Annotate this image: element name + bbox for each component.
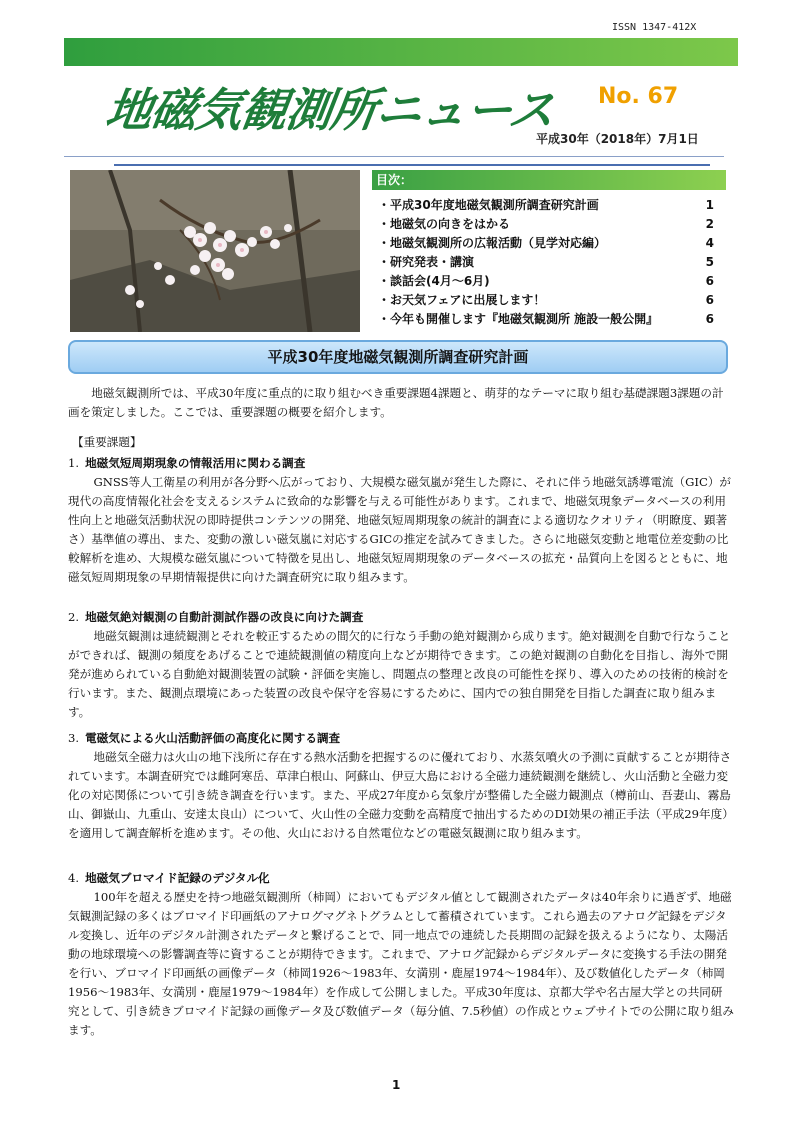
toc-item[interactable] [378,253,718,272]
article-intro: 地磁気観測所では、平成30年度に重点的に取り組むべき重要課題4課題と、萌芽的なテーマに取り組む基礎課題3課題の計画を策定しました。ここでは、重要課題の概要を紹介します。 [68,386,724,419]
topic-body: GNSS等人工衛星の利用が各分野へ広がっており、大規模な磁気嵐が発生した際に、それに伴う地磁気誘導電流（GIC）が現代の高度情報化社会を支えるシステムに致命的な影響を与える可能性があります。これまで、地磁気現象データベースの利用性向上と地磁気活動状況の即時提供コンテンツの開発、地磁気短周期現象の統計的調査による適切なクオリティ（明瞭度、顕著さ）基準値の導出、また、変動の激しい磁気嵐に対応するGICの推定を試みてきました。さらに地磁気変動と地電位差変動の比較解析を進め、大規模な磁気嵐について特徴を見出し、地磁気短周期現象のデータベースの拡充・品質向上を図るとともに、地磁気短周期現象の早期情報提供に向けた調査研究に取り組みます。 [68,475,732,584]
topic-title: 地磁気ブロマイド記録のデジタル化 [85,871,270,885]
toc-item-page: 4 [705,236,714,250]
article-title-banner: 平成30年度地磁気観測所調査研究計画 [68,340,728,374]
header-divider-thin [64,156,724,157]
toc-item-page: 6 [705,312,714,326]
topic-title: 地磁気絶対観測の自動計測試作器の改良に向けた調査 [85,610,364,624]
toc-item[interactable] [378,291,718,310]
toc-item[interactable] [378,215,718,234]
toc-item-label: ・研究発表・講演 [378,255,475,269]
toc-item-page: 1 [705,198,714,212]
topic-title: 地磁気短周期現象の情報活用に関わる調査 [85,456,306,470]
toc-item-page: 5 [705,255,714,269]
topic-number: 2. [68,610,80,624]
topic-1 [68,454,734,587]
toc-item-label: ・談話会(4月～6月) [378,274,490,288]
newsletter-title: 地磁気観測所ニュース [102,83,558,137]
toc-item-label: ・今年も開催します『地磁気観測所 施設一般公開』 [378,312,659,326]
toc-item-page: 2 [705,217,714,231]
section-label: 【重要課題】 [72,435,142,449]
topic-number: 4. [68,871,80,885]
topic-heading [68,869,734,888]
toc-item[interactable] [378,272,718,291]
topic-2 [68,608,734,722]
toc-item-label: ・地磁気観測所の広報活動（見学対応編） [378,236,607,250]
toc-item-label: ・地磁気の向きをはかる [378,217,511,231]
toc-item-page: 6 [705,293,714,307]
table-of-contents [378,196,718,329]
toc-item-page: 6 [705,274,714,288]
toc-item-label: ・お天気フェアに出展します！ [378,293,546,307]
topic-number: 1. [68,456,80,470]
cherry-blossom-illustration [70,170,360,332]
toc-item[interactable] [378,234,718,253]
toc-heading: 目次： [372,170,726,190]
header-divider-thick [114,164,710,166]
topic-3 [68,729,734,843]
topic-number: 3. [68,731,80,745]
issue-date: 平成30年（2018年）7月1日 [536,132,699,146]
header-green-bar [64,38,738,66]
topic-heading [68,608,734,627]
topic-4 [68,869,734,1040]
toc-item-label: ・平成30年度地磁気観測所調査研究計画 [378,198,599,212]
issue-number: No. 67 [598,84,679,109]
topic-body: 地磁気全磁力は火山の地下浅所に存在する熱水活動を把握するのに優れており、水蒸気噴火の予測に貢献することが期待されています。本調査研究では雌阿寒岳、草津白根山、阿蘇山、伊豆大島における全磁力連続観測を継続し、火山活動と全磁力変化の対応関係について引き続き調査を行います。また、平成27年度から気象庁が整備した全磁力観測点（樽前山、吾妻山、霧島山、御嶽山、九重山、安達太良山）について、火山性の全磁力変動を高精度で抽出するためのDI効果の補正手法（平成29年度）を適用して調査解析を進めます。その他、火山における自然電位などの電磁気観測に取り組みます。 [68,750,734,840]
toc-item[interactable] [378,310,718,329]
topic-body: 100年を超える歴史を持つ地磁気観測所（柿岡）においてもデジタル値として観測されたデータは40年余りに過ぎず、地磁気観測記録の多くはブロマイド印画紙のアナログマグネトグラムとして蓄積されています。これら過去のアナログ記録をデジタル変換し、近年のデジタル計測されたデータと繋げることで、同一地点での連続した長期間の記録を扱えるようになり、太陽活動の地球環境への影響調査等に資することが期待できます。これまで、アナログ記録からデジタルデータに変換する手法の開発を行い、ブロマイド印画紙の画像データ（柿岡1926～1983年、女満別・鹿屋1974～1984年）、及び数値化したデータ（柿岡1956～1983年、女満別・鹿屋1979～1984年）を作成して公開しました。平成30年度は、京都大学や名古屋大学との共同研究として、引き続きブロマイド記録の画像データ及び数値データ（毎分値、7.5秒値）の作成とウェブサイトでの公開に取り組みます。 [68,890,734,1037]
topic-heading [68,454,734,473]
topic-body: 地磁気観測は連続観測とそれを較正するための間欠的に行なう手動の絶対観測から成ります。絶対観測を自動で行なうことができれば、観測の頻度をあげることで連続観測値の精度向上などが期待できます。この絶対観測の自動化を目指し、海外で開発が進められている自動絶対観測装置の試験・評価を実施し、問題点の整理と改良の可能性を探り、導入のための技術的検討を行います。また、観測点環境にあった装置の改良や保守を容易にするために、国内での独自開発を目指した調査に取り組みます。 [68,629,731,719]
cherry-blossom-photo [70,170,360,332]
issn-number: ISSN 1347-412X [612,22,697,33]
topic-heading [68,729,734,748]
page-number: 1 [392,1078,401,1092]
toc-item[interactable] [378,196,718,215]
topic-title: 電磁気による火山活動評価の高度化に関する調査 [85,731,341,745]
